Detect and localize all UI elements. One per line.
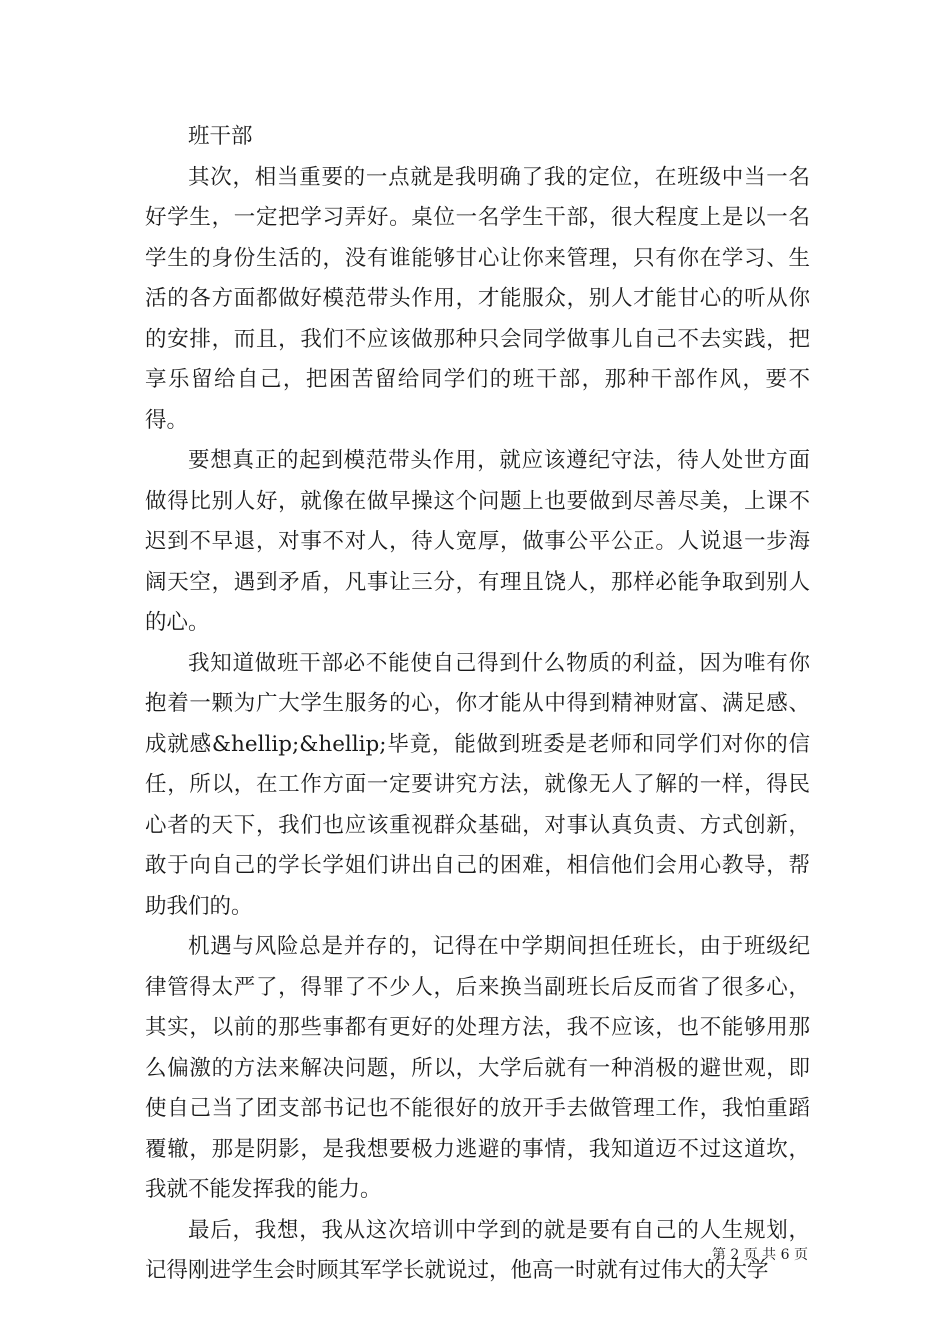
page-number-footer: 第 2 页 共 6 页 [711,1247,808,1263]
paragraph-5: 机遇与风险总是并存的，记得在中学期间担任班长，由于班级纪律管得太严了，得罪了不少人，后来换当副班长后反而省了很多心，其实，以前的那些事都有更好的处理方法，我不应该，也不能够用那么偏激的方法来解决问题，所以，大学后就有一种消极的避世观，即使自己当了团支部书记也不能很好的放开手去做管理工作，我怕重蹈覆辙，那是阴影，是我想要极力逃避的事情，我知道迈不过这道坎，我就不能发挥我的能力。 [145,934,810,1202]
paragraph-2: 其次，相当重要的一点就是我明确了我的定位，在班级中当一名好学生，一定把学习弄好。桌位一名学生干部，很大程度上是以一名学生的身份生活的，没有谁能够甘心让你来管理，只有你在学习、生活的各方面都做好模范带头作用，才能服众，别人才能甘心的听从你的安排，而且，我们不应该做那种只会同学做事儿自己不去实践，把享乐留给自己，把困苦留给同学们的班干部，那种干部作风，要不得。 [145,164,810,433]
paragraph-6: 最后，我想，我从这次培训中学到的就是要有自己的人生规划，记得刚进学生会时顾其军学长就说过，他高一时就有过伟大的大学 [145,1217,810,1283]
document-body [145,117,810,1292]
paragraph-3: 要想真正的起到模范带头作用，就应该遵纪守法，待人处世方面做得比别人好，就像在做早操这个问题上也要做到尽善尽美，上课不迟到不早退，对事不对人，待人宽厚，做事公平公正。人说退一步海阔天空，遇到矛盾，凡事让三分，有理且饶人，那样必能争取到别人的心。 [145,448,810,635]
paragraph-1: 班干部 [188,124,253,149]
paragraph-4: 我知道做班干部必不能使自己得到什么物质的利益，因为唯有你抱着一颗为广大学生服务的心，你才能从中得到精神财富、满足感、成就感&hellip;&hellip;毕竟，能做到班委是老师和同学们对你的信任，所以，在工作方面一定要讲究方法，就像无人了解的一样，得民心者的天下，我们也应该重视群众基础，对事认真负责、方式创新，敢于向自己的学长学姐们讲出自己的困难，相信他们会用心教导，帮助我们的。 [145,650,810,919]
